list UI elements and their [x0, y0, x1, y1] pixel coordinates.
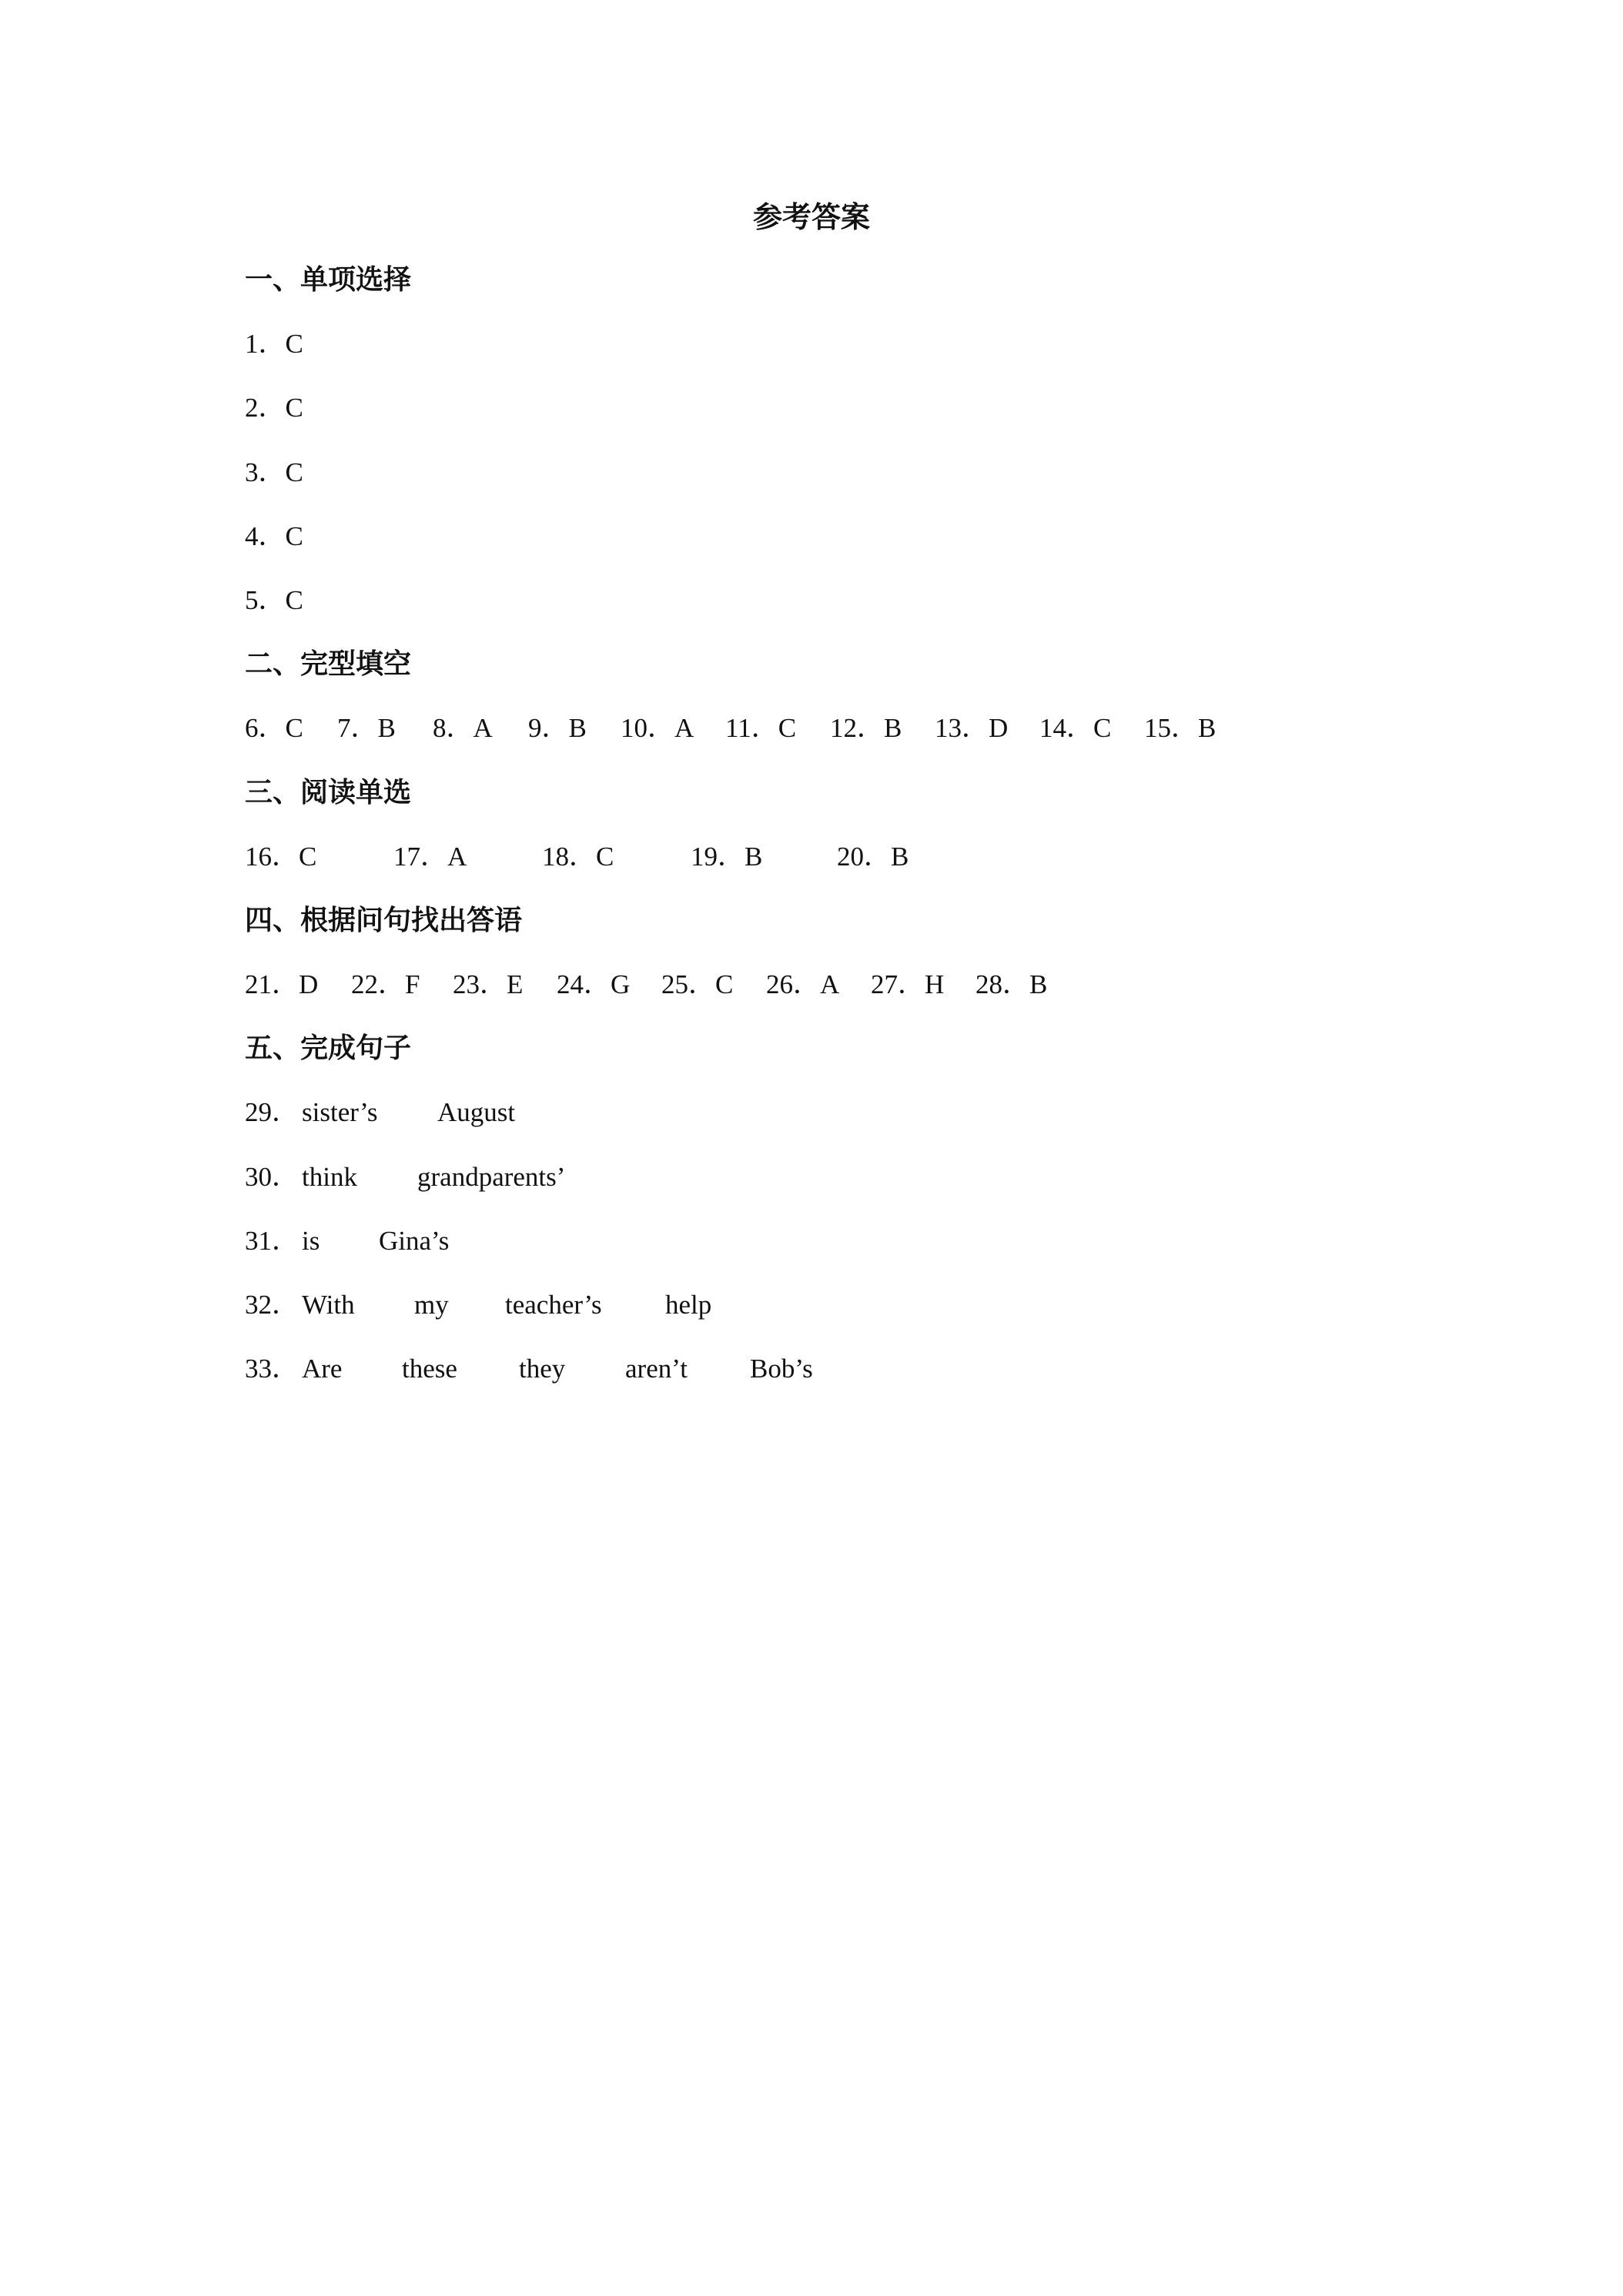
question-number: 26 — [766, 969, 793, 1000]
question-number: 6 — [245, 713, 259, 744]
answer-row — [245, 1273, 1400, 1337]
question-number: 19 — [691, 841, 718, 872]
answer-word: think — [302, 1161, 357, 1192]
answer-item: 10．A — [621, 713, 694, 744]
answer-item: 20．B — [837, 841, 909, 872]
question-number: 16 — [245, 841, 272, 872]
question-number: 1 — [245, 329, 259, 360]
question-number: 4 — [245, 520, 259, 551]
answer-item: 15．B — [1144, 713, 1216, 744]
answer-item: 22．F — [351, 969, 420, 1000]
question-number: 12 — [830, 713, 857, 744]
answer-item: 17．A — [393, 841, 467, 872]
answer-word: August — [437, 1097, 516, 1128]
answer-word: sister’s — [302, 1097, 378, 1128]
question-number: 15 — [1144, 713, 1171, 744]
question-number: 11 — [725, 713, 751, 744]
answer-row — [245, 696, 1400, 760]
answer-row: 3．C — [245, 457, 303, 487]
answer-letter: D — [299, 969, 319, 1000]
section-heading-cloze: 二、完型填空 — [245, 648, 412, 681]
question-number: 18 — [542, 841, 569, 872]
answer-row: 4．C — [245, 520, 303, 551]
answer-item: 24．G — [557, 969, 631, 1000]
question-number: 9 — [528, 713, 542, 744]
answer-word: grandparents’ — [417, 1161, 566, 1192]
answer-word: is — [302, 1225, 320, 1256]
answer-letter: G — [611, 969, 631, 1000]
answer-row — [245, 952, 1400, 1016]
answer-letter: A — [820, 969, 840, 1000]
answer-letter: B — [745, 841, 763, 872]
answer-word: they — [519, 1354, 566, 1384]
answer-row — [245, 825, 1400, 889]
question-number: 32． — [245, 1290, 300, 1320]
answer-word: aren’t — [625, 1354, 688, 1384]
answer-item: 23．E — [453, 969, 524, 1000]
answer-item: 8．A — [433, 713, 493, 744]
page-title: 参考答案 — [752, 200, 870, 234]
answer-letter: C — [299, 841, 317, 872]
question-number: 5 — [245, 584, 259, 615]
answer-item: 28．B — [975, 969, 1048, 1000]
answer-letter: C — [285, 457, 303, 487]
answer-letter: F — [405, 969, 420, 1000]
answer-item: 18．C — [542, 841, 614, 872]
question-number: 8 — [433, 713, 447, 744]
question-number: 3 — [245, 457, 259, 487]
question-number: 13 — [935, 713, 962, 744]
answer-row: 5．C — [245, 584, 303, 615]
answer-content — [245, 248, 1400, 1401]
answer-item: 9．B — [528, 713, 587, 744]
section-heading-reading: 三、阅读单选 — [245, 776, 412, 808]
answer-word: my — [414, 1290, 449, 1320]
answer-row: 2．C — [245, 393, 303, 423]
answer-letter: A — [473, 713, 493, 744]
answer-word: With — [302, 1290, 355, 1320]
answer-letter: B — [377, 713, 396, 744]
question-number: 10 — [621, 713, 648, 744]
answer-letter: D — [989, 713, 1009, 744]
answer-item: 13．D — [935, 713, 1009, 744]
answer-letter: C — [285, 713, 303, 744]
answer-row — [245, 1337, 1400, 1401]
question-number: 33． — [245, 1354, 300, 1384]
answer-item: 19．B — [691, 841, 763, 872]
question-number: 25 — [661, 969, 688, 1000]
section-heading-match-answers: 四、根据问句找出答语 — [245, 904, 523, 936]
answer-letter: C — [778, 713, 797, 744]
question-number: 22 — [351, 969, 378, 1000]
answer-row — [245, 1080, 1400, 1144]
answer-letter: A — [674, 713, 694, 744]
answer-item: 27．H — [871, 969, 945, 1000]
answer-letter: H — [925, 969, 945, 1000]
question-number: 17 — [393, 841, 420, 872]
answer-item: 6．C — [245, 713, 303, 744]
answer-letter: C — [285, 393, 303, 423]
answer-letter: B — [884, 713, 902, 744]
answer-word: these — [402, 1354, 457, 1384]
answer-word: Bob’s — [750, 1354, 813, 1384]
answer-word: Gina’s — [379, 1225, 450, 1256]
answer-letter: C — [285, 584, 303, 615]
answer-word: help — [665, 1290, 712, 1320]
answer-item: 14．C — [1039, 713, 1112, 744]
answer-letter: C — [715, 969, 734, 1000]
answer-item: 25．C — [661, 969, 734, 1000]
answer-item: 11．C — [725, 713, 797, 744]
answer-letter: E — [507, 969, 524, 1000]
question-number: 7 — [337, 713, 351, 744]
question-number: 28 — [975, 969, 1002, 1000]
question-number: 2 — [245, 393, 259, 423]
answer-row: 1．C — [245, 329, 303, 360]
answer-letter: B — [568, 713, 587, 744]
question-number: 24 — [557, 969, 584, 1000]
answer-item: 12．B — [830, 713, 902, 744]
answer-word: teacher’s — [505, 1290, 602, 1320]
answer-item: 16．C — [245, 841, 317, 872]
question-number: 20 — [837, 841, 864, 872]
answer-letter: A — [447, 841, 467, 872]
answer-item: 21．D — [245, 969, 319, 1000]
question-number: 29． — [245, 1097, 300, 1128]
question-number: 30． — [245, 1161, 300, 1192]
answer-letter: C — [1093, 713, 1112, 744]
section-heading-single-choice: 一、单项选择 — [245, 264, 412, 296]
section-heading-complete-sentences: 五、完成句子 — [245, 1033, 412, 1065]
question-number: 31． — [245, 1225, 300, 1256]
answer-row — [245, 1145, 1400, 1209]
question-number: 23 — [453, 969, 480, 1000]
answer-letter: C — [596, 841, 614, 872]
answer-row — [245, 1209, 1400, 1273]
answer-item: 7．B — [337, 713, 396, 744]
question-number: 21 — [245, 969, 272, 1000]
answer-letter: B — [1029, 969, 1048, 1000]
answer-word: Are — [302, 1354, 343, 1384]
question-number: 27 — [871, 969, 898, 1000]
answer-letter: C — [285, 329, 303, 360]
answer-letter: B — [1198, 713, 1216, 744]
answer-letter: B — [891, 841, 909, 872]
question-number: 14 — [1039, 713, 1066, 744]
answer-item: 26．A — [766, 969, 840, 1000]
answer-letter: C — [285, 520, 303, 551]
